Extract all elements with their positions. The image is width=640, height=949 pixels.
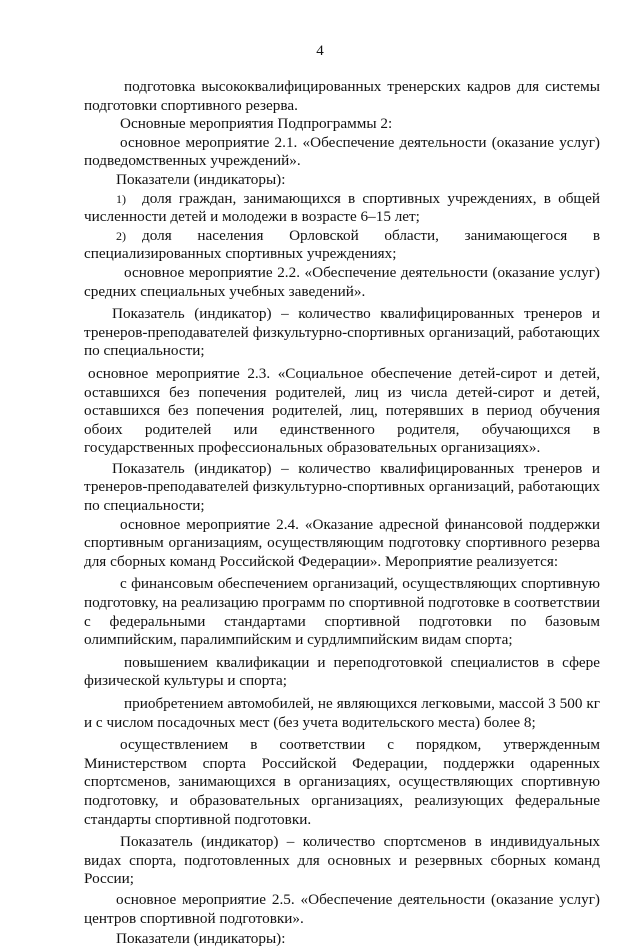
paragraph-measure-2-3: основное мероприятие 2.3. «Социальное обеспечение детей-сирот и детей, оставшихся без попечения родителей, лиц из числа детей-сирот и детей, оставшихся без попечения родителей, лиц, потерявших в период обучения обоих родителей или единственного родителя, обучающихся в государственных профессиональных образовательных организациях». bbox=[84, 364, 600, 457]
paragraph-talented-athletes: осуществлением в соответствии с порядком, утвержденным Министерством спорта Российской Федерации, поддержки одаренных спортсменов, занимающихся в организациях, осуществляющих спортивную подготовку, и образовательных организациях, реализующих федеральные стандарты спортивной подготовки. bbox=[84, 736, 600, 828]
list-item-text: доля граждан, занимающихся в спортивных учреждениях, в общей численности детей и молодежи в возрасте 6–15 лет; bbox=[84, 189, 600, 226]
paragraph-measure-2-1: основное мероприятие 2.1. «Обеспечение деятельности (оказание услуг) подведомственных учреждений». bbox=[84, 133, 600, 170]
paragraph-indicator-athletes: Показатель (индикатор) – количество спортсменов в индивидуальных видах спорта, подготовленных для основных и резервных сборных команд России; bbox=[84, 833, 600, 888]
paragraph-indicator-trainers-1: Показатель (индикатор) – количество квалифицированных тренеров и тренеров-преподавателей физкультурно-спортивных организаций, работающих по специальности; bbox=[84, 305, 600, 360]
list-item-indicator-2 bbox=[84, 227, 600, 264]
paragraph-indicator-trainers-2: Показатель (индикатор) – количество квалифицированных тренеров и тренеров-преподавателей физкультурно-спортивных организаций, работающих по специальности; bbox=[84, 459, 600, 515]
document-body bbox=[84, 78, 600, 949]
list-item-indicator-1 bbox=[84, 190, 600, 227]
paragraph-financial-support: с финансовым обеспечением организаций, осуществляющих спортивную подготовку, на реализацию программ по спортивной подготовке в соответствии с федеральными стандартами спортивной подготовки по базовым олимпийским, паралимпийским и сурдлимпийским видам спорта; bbox=[84, 575, 600, 649]
list-number: 1) bbox=[116, 191, 126, 206]
paragraph-indicators-heading: Показатели (индикаторы): bbox=[116, 170, 286, 188]
paragraph-indicators-heading-2: Показатели (индикаторы): bbox=[116, 930, 286, 948]
list-number: 2) bbox=[116, 228, 126, 243]
paragraph-qualification: повышением квалификации и переподготовкой специалистов в сфере физической культуры и спорта; bbox=[84, 653, 600, 690]
list-item-text: доля населения Орловской области, занимающегося в специализированных спортивных учреждениях; bbox=[84, 226, 600, 263]
paragraph-measure-2-5: основное мероприятие 2.5. «Обеспечение деятельности (оказание услуг) центров спортивной подготовки». bbox=[84, 890, 600, 927]
page-number: 4 bbox=[316, 43, 324, 59]
paragraph-measure-2-4: основное мероприятие 2.4. «Оказание адресной финансовой поддержки спортивным организациям, осуществляющим подготовку спортивного резерва для сборных команд Российской Федерации». Мероприятие реализуется: bbox=[84, 515, 600, 570]
paragraph-measure-2-2: основное мероприятие 2.2. «Обеспечение деятельности (оказание услуг) средних специальных учебных заведений». bbox=[84, 263, 600, 300]
paragraph-main-measures-heading: Основные мероприятия Подпрограммы 2: bbox=[120, 115, 393, 133]
paragraph-vehicles: приобретением автомобилей, не являющихся легковыми, массой 3 500 кг и с числом посадочных мест (без учета водительского места) более 8; bbox=[84, 695, 600, 731]
paragraph-training-staff: подготовка высококвалифицированных тренерских кадров для системы подготовки спортивного резерва. bbox=[84, 78, 600, 114]
